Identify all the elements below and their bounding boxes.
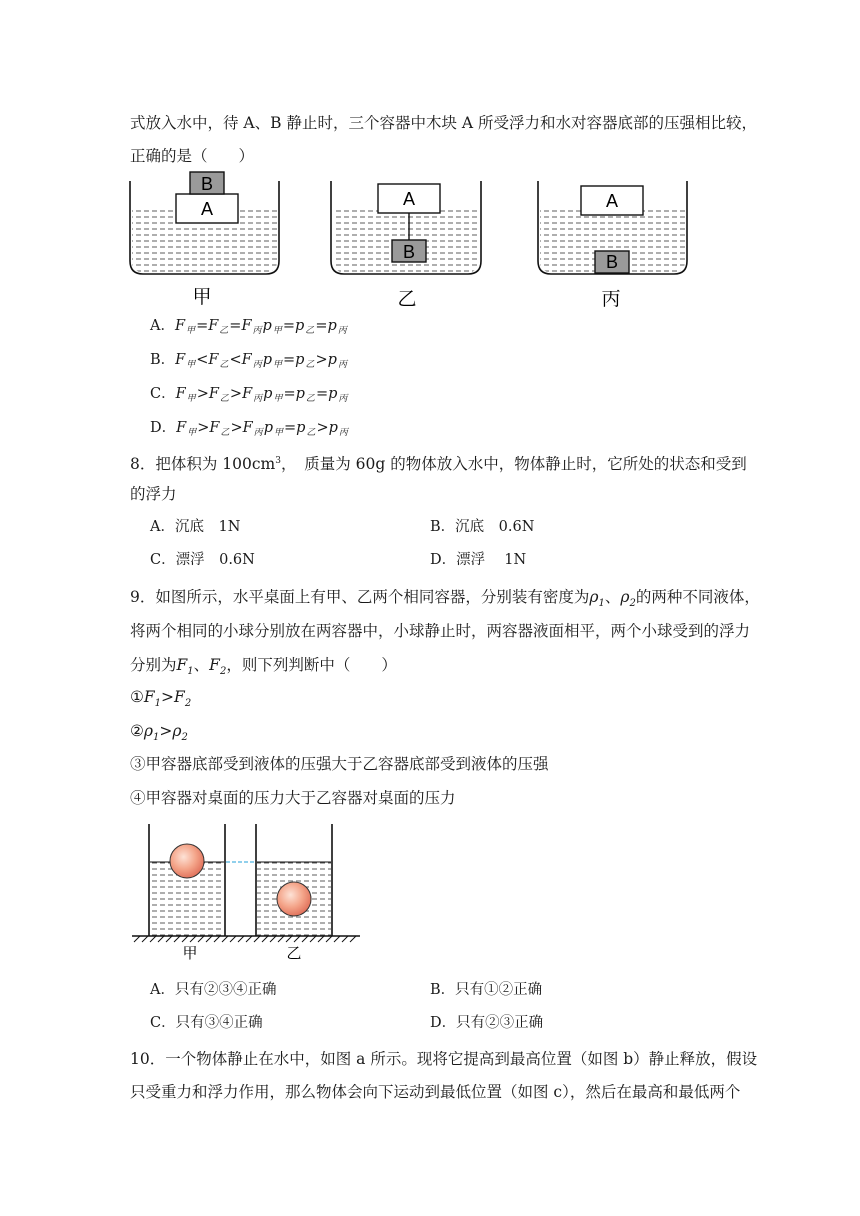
q9-item2: $②\rho_1>\rho_2$	[130, 722, 188, 744]
q9-option-b[interactable]: B．只有①②正确	[430, 982, 543, 998]
q9-figure-containers	[128, 818, 368, 964]
container-jia	[130, 172, 279, 274]
q8-option-d[interactable]: D．漂浮 1N	[430, 552, 527, 568]
container-yi	[331, 181, 481, 274]
caption-yi: 乙	[397, 288, 417, 310]
q9-item1: $①F_1>F_2$	[130, 688, 192, 710]
q8-stem-line2: 的浮力	[130, 485, 177, 503]
caption-bing: 丙	[601, 288, 621, 310]
q7-stem-line1: 式放入水中，待 A、B 静止时，三个容器中木块 A 所受浮力和水对容器底部的压强相比较，	[130, 114, 757, 132]
svg-text:A: A	[605, 191, 619, 211]
q7-stem-line2: 正确的是（ ）	[130, 147, 255, 165]
svg-text:A: A	[200, 199, 214, 219]
q9-option-a[interactable]: A．只有②③④正确	[150, 982, 277, 998]
q8-option-c[interactable]: C．漂浮 0.6N	[150, 552, 255, 568]
q9-stem-line1: 9．如图所示，水平桌面上有甲、乙两个相同容器，分别装有密度为$\rho_1$、$\rho_2$的两种不同液体，	[130, 588, 760, 610]
caption-jia: 甲	[192, 286, 212, 308]
q8-stem-line1: 8．把体积为 $100cm^3$， 质量为 60g 的物体放入水中，物体静止时，它所处的状态和受到	[130, 455, 747, 474]
svg-text:B: B	[200, 174, 214, 194]
q9-option-d[interactable]: D．只有②③正确	[430, 1015, 544, 1031]
q7-figure-containers	[120, 166, 700, 312]
container-bing	[538, 181, 687, 274]
q9-option-c[interactable]: C．只有③④正确	[150, 1015, 263, 1031]
svg-text:B: B	[605, 252, 619, 272]
q9-item4: ④甲容器对桌面的压力大于乙容器对桌面的压力	[130, 789, 456, 807]
q7-option-b[interactable]: B．$F_甲<F_乙<F_丙p_甲=p_乙>p_丙$	[150, 352, 347, 370]
q9-stem-line2: 将两个相同的小球分别放在两容器中，小球静止时，两容器液面相平，两个小球受到的浮力	[130, 622, 751, 640]
svg-text:B: B	[402, 242, 416, 262]
q8-option-a[interactable]: A．沉底 1N	[150, 519, 241, 535]
q8-option-b[interactable]: B．沉底 0.6N	[430, 519, 535, 535]
q10-stem-line2: 只受重力和浮力作用，那么物体会向下运动到最低位置（如图 c），然后在最高和最低两个	[130, 1083, 741, 1101]
q9-stem-line3: 分别为$F_1$、$F_2$，则下列判断中（ ）	[130, 656, 397, 678]
svg-text:A: A	[402, 189, 416, 209]
q7-option-a[interactable]: A．$F_甲=F_乙=F_丙p_甲=p_乙=p_丙$	[150, 318, 347, 336]
q7-option-c[interactable]: C．$F_甲>F_乙>F_丙p_甲=p_乙=p_丙$	[150, 386, 348, 404]
caption-yi-q9: 乙	[286, 944, 302, 962]
q9-item3: ③甲容器底部受到液体的压强大于乙容器底部受到液体的压强	[130, 755, 549, 773]
caption-jia-q9: 甲	[182, 944, 198, 962]
ball-yi	[277, 882, 311, 916]
ball-jia	[170, 844, 204, 878]
q7-option-d[interactable]: D．$F_甲>F_乙>F_丙p_甲=p_乙>p_丙$	[150, 420, 348, 438]
q10-stem-line1: 10．一个物体静止在水中，如图 a 所示。现将它提高到最高位置（如图 b）静止释放，假设	[130, 1050, 758, 1068]
